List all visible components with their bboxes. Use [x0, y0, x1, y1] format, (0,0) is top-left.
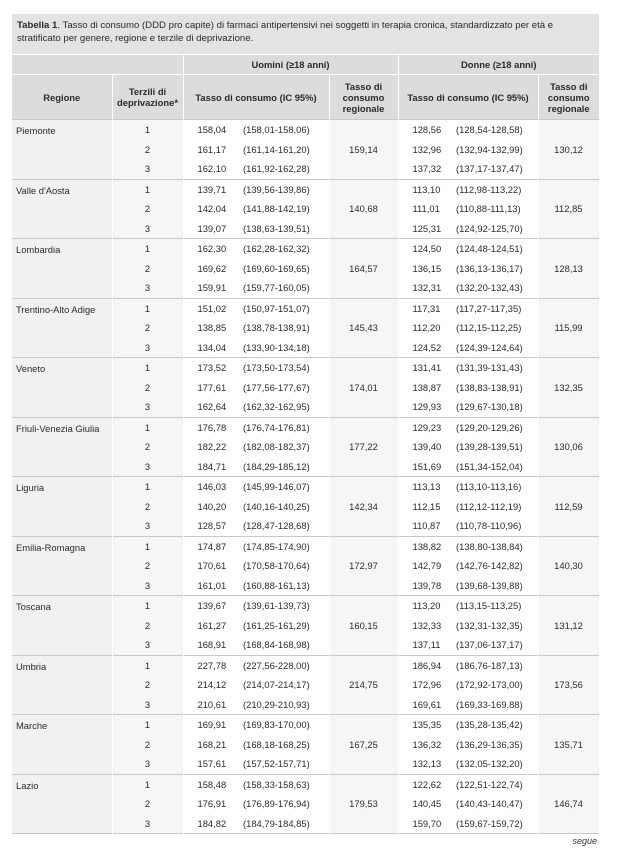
women-rate-cell: 111,01 [398, 199, 454, 219]
region-name: Lazio [12, 774, 112, 834]
men-rate-cell: 170,61 [183, 556, 241, 576]
tertile-cell: 2 [112, 616, 183, 636]
region-name: Umbria [12, 655, 112, 715]
tertile-cell: 1 [112, 239, 183, 259]
men-ci-cell: (173,50-173,54) [241, 358, 329, 378]
men-rate-cell: 138,85 [183, 318, 241, 338]
table-row [12, 477, 599, 497]
caption-text: . Tasso di consumo (DDD pro capite) di farmaci antipertensivi nei soggetti in terapia cronica, standardizzato per età e stratificato per genere, regione e terzile di deprivazione. [17, 20, 554, 44]
region-name: Piemonte [12, 120, 112, 180]
tertile-cell: 3 [112, 397, 183, 417]
women-rate-cell: 113,13 [398, 477, 454, 497]
tertile-cell: 1 [112, 774, 183, 794]
men-ci-cell: (184,29-185,12) [241, 457, 329, 477]
region-name: Trentino-Alto Adige [12, 298, 112, 358]
men-rate-cell: 158,48 [183, 774, 241, 794]
women-ci-cell: (132,31-132,35) [454, 616, 538, 636]
men-rate-cell: 134,04 [183, 338, 241, 358]
women-rate-cell: 137,11 [398, 635, 454, 655]
women-ci-cell: (129,20-129,26) [454, 417, 538, 437]
men-rate-cell: 139,71 [183, 179, 241, 199]
women-rate-cell: 159,70 [398, 814, 454, 834]
women-rate-cell: 139,40 [398, 437, 454, 457]
men-regional-rate: 214,75 [329, 655, 398, 715]
tertile-cell: 2 [112, 675, 183, 695]
men-rate-cell: 146,03 [183, 477, 241, 497]
women-ci-cell: (132,20-132,43) [454, 278, 538, 298]
women-ci-cell: (138,83-138,91) [454, 378, 538, 398]
women-rate-cell: 122,62 [398, 774, 454, 794]
women-regional-header: Tasso di consumo regionale [538, 75, 599, 120]
women-rate-cell: 113,20 [398, 596, 454, 616]
women-ci-cell: (138,80-138,84) [454, 536, 538, 556]
tertile-cell: 2 [112, 378, 183, 398]
region-name: Liguria [12, 477, 112, 537]
men-rate-cell: 210,61 [183, 695, 241, 715]
tertile-cell: 1 [112, 120, 183, 140]
men-group-header: Uomini (≥18 anni) [183, 55, 398, 75]
women-regional-rate: 112,59 [538, 477, 599, 537]
men-rate-cell: 161,01 [183, 576, 241, 596]
tertile-cell: 2 [112, 140, 183, 160]
women-rate-cell: 132,31 [398, 278, 454, 298]
men-ci-cell: (161,92-162,28) [241, 159, 329, 179]
men-ci-cell: (157,52-157,71) [241, 754, 329, 774]
women-ci-cell: (151,34-152,04) [454, 457, 538, 477]
women-rate-cell: 142,79 [398, 556, 454, 576]
women-ci-cell: (128,54-128,58) [454, 120, 538, 140]
men-ci-cell: (176,74-176,81) [241, 417, 329, 437]
tertile-cell: 1 [112, 417, 183, 437]
men-ci-cell: (141,88-142,19) [241, 199, 329, 219]
men-rate-cell: 162,10 [183, 159, 241, 179]
men-rate-cell: 174,87 [183, 536, 241, 556]
tertile-cell: 3 [112, 457, 183, 477]
women-rate-cell: 132,96 [398, 140, 454, 160]
men-rate-cell: 157,61 [183, 754, 241, 774]
table-caption [12, 14, 599, 54]
tertile-header: Terzili di deprivazione* [112, 75, 183, 120]
men-ci-cell: (162,28-162,32) [241, 239, 329, 259]
women-regional-rate: 135,71 [538, 715, 599, 775]
men-ci-cell: (128,47-128,68) [241, 516, 329, 536]
men-regional-rate: 177,22 [329, 417, 398, 477]
tertile-cell: 1 [112, 298, 183, 318]
women-regional-rate: 130,12 [538, 120, 599, 180]
tertile-cell: 2 [112, 318, 183, 338]
tertile-cell: 3 [112, 159, 183, 179]
tertile-cell: 2 [112, 556, 183, 576]
region-name: Lombardia [12, 239, 112, 299]
table-row [12, 596, 599, 616]
tertile-cell: 2 [112, 735, 183, 755]
women-ci-cell: (113,10-113,16) [454, 477, 538, 497]
women-rate-cell: 132,33 [398, 616, 454, 636]
men-ci-cell: (170,58-170,64) [241, 556, 329, 576]
men-ci-cell: (145,99-146,07) [241, 477, 329, 497]
women-rate-cell: 169,61 [398, 695, 454, 715]
men-ci-cell: (177,56-177,67) [241, 378, 329, 398]
women-ci-cell: (139,28-139,51) [454, 437, 538, 457]
men-rate-cell: 142,04 [183, 199, 241, 219]
women-rate-cell: 117,31 [398, 298, 454, 318]
women-rate-cell: 139,78 [398, 576, 454, 596]
region-name: Toscana [12, 596, 112, 656]
men-ci-cell: (150,97-151,07) [241, 298, 329, 318]
men-ci-cell: (169,60-169,65) [241, 259, 329, 279]
men-rate-cell: 139,67 [183, 596, 241, 616]
women-rate-cell: 112,20 [398, 318, 454, 338]
men-rate-cell: 162,30 [183, 239, 241, 259]
men-rate-cell: 182,22 [183, 437, 241, 457]
tertile-cell: 3 [112, 338, 183, 358]
men-rate-cell: 139,07 [183, 219, 241, 239]
women-ci-cell: (136,13-136,17) [454, 259, 538, 279]
women-rate-header: Tasso di consumo (IC 95%) [398, 75, 538, 120]
women-ci-cell: (110,88-111,13) [454, 199, 538, 219]
women-rate-cell: 128,56 [398, 120, 454, 140]
women-rate-cell: 124,52 [398, 338, 454, 358]
women-regional-rate: 115,99 [538, 298, 599, 358]
men-ci-cell: (138,63-139,51) [241, 219, 329, 239]
women-ci-cell: (186,76-187,13) [454, 655, 538, 675]
women-ci-cell: (137,17-137,47) [454, 159, 538, 179]
women-rate-cell: 129,23 [398, 417, 454, 437]
region-name: Friuli-Venezia Giulia [12, 417, 112, 477]
men-rate-cell: 169,62 [183, 259, 241, 279]
women-ci-cell: (142,76-142,82) [454, 556, 538, 576]
region-header: Regione [12, 75, 112, 120]
men-rate-cell: 161,17 [183, 140, 241, 160]
women-regional-rate: 173,56 [538, 655, 599, 715]
tertile-cell: 1 [112, 655, 183, 675]
men-rate-cell: 177,61 [183, 378, 241, 398]
women-rate-cell: 138,82 [398, 536, 454, 556]
men-rate-cell: 168,91 [183, 635, 241, 655]
women-regional-rate: 131,12 [538, 596, 599, 656]
women-ci-cell: (110,78-110,96) [454, 516, 538, 536]
women-regional-rate: 112,85 [538, 179, 599, 239]
tertile-cell: 2 [112, 794, 183, 814]
women-rate-cell: 136,15 [398, 259, 454, 279]
tertile-cell: 1 [112, 477, 183, 497]
women-regional-rate: 146,74 [538, 774, 599, 834]
men-ci-cell: (140,16-140,25) [241, 497, 329, 517]
women-ci-cell: (113,15-113,25) [454, 596, 538, 616]
women-rate-cell: 125,31 [398, 219, 454, 239]
men-ci-cell: (214,07-214,17) [241, 675, 329, 695]
women-rate-cell: 132,13 [398, 754, 454, 774]
women-rate-cell: 131,41 [398, 358, 454, 378]
women-ci-cell: (139,68-139,88) [454, 576, 538, 596]
men-ci-cell: (138,78-138,91) [241, 318, 329, 338]
men-ci-cell: (160,88-161,13) [241, 576, 329, 596]
table-row [12, 655, 599, 675]
women-ci-cell: (122,51-122,74) [454, 774, 538, 794]
table-row [12, 298, 599, 318]
women-ci-cell: (124,48-124,51) [454, 239, 538, 259]
women-ci-cell: (129,67-130,18) [454, 397, 538, 417]
men-rate-cell: 161,27 [183, 616, 241, 636]
women-rate-cell: 135,35 [398, 715, 454, 735]
women-ci-cell: (117,27-117,35) [454, 298, 538, 318]
men-ci-cell: (210,29-210,93) [241, 695, 329, 715]
men-rate-cell: 184,71 [183, 457, 241, 477]
women-regional-rate: 130,06 [538, 417, 599, 477]
men-rate-cell: 158,04 [183, 120, 241, 140]
men-rate-cell: 227,78 [183, 655, 241, 675]
women-ci-cell: (159,67-159,72) [454, 814, 538, 834]
men-regional-rate: 164,57 [329, 239, 398, 299]
table-row [12, 179, 599, 199]
region-name: Valle d'Aosta [12, 179, 112, 239]
men-rate-cell: 159,91 [183, 278, 241, 298]
men-ci-cell: (139,61-139,73) [241, 596, 329, 616]
men-rate-cell: 168,21 [183, 735, 241, 755]
caption-label: Tabella 1 [17, 20, 58, 31]
table-row [12, 774, 599, 794]
region-name: Emilia-Romagna [12, 536, 112, 596]
women-rate-cell: 112,15 [398, 497, 454, 517]
men-regional-rate: 167,25 [329, 715, 398, 775]
women-rate-cell: 129,93 [398, 397, 454, 417]
tertile-cell: 3 [112, 814, 183, 834]
men-rate-cell: 173,52 [183, 358, 241, 378]
women-rate-cell: 110,87 [398, 516, 454, 536]
tertile-cell: 1 [112, 358, 183, 378]
header-blank [12, 55, 183, 75]
continuation-note: segue [572, 836, 597, 846]
men-ci-cell: (133,90-134,18) [241, 338, 329, 358]
women-rate-cell: 172,96 [398, 675, 454, 695]
men-regional-rate: 179,53 [329, 774, 398, 834]
men-rate-cell: 151,02 [183, 298, 241, 318]
women-regional-rate: 132,35 [538, 358, 599, 418]
women-rate-cell: 124,50 [398, 239, 454, 259]
men-regional-header: Tasso di consumo regionale [329, 75, 398, 120]
women-ci-cell: (169,33-169,88) [454, 695, 538, 715]
tertile-cell: 3 [112, 516, 183, 536]
table-row [12, 120, 599, 140]
men-ci-cell: (184,79-184,85) [241, 814, 329, 834]
men-ci-cell: (159,77-160,05) [241, 278, 329, 298]
men-rate-cell: 162,64 [183, 397, 241, 417]
women-ci-cell: (137,06-137,17) [454, 635, 538, 655]
men-ci-cell: (182,08-182,37) [241, 437, 329, 457]
men-rate-cell: 128,57 [183, 516, 241, 536]
tertile-cell: 2 [112, 199, 183, 219]
table-row [12, 715, 599, 735]
women-ci-cell: (131,39-131,43) [454, 358, 538, 378]
men-ci-cell: (168,84-168,98) [241, 635, 329, 655]
women-ci-cell: (112,12-112,19) [454, 497, 538, 517]
tertile-cell: 3 [112, 754, 183, 774]
women-ci-cell: (112,15-112,25) [454, 318, 538, 338]
women-rate-cell: 138,87 [398, 378, 454, 398]
tertile-cell: 1 [112, 536, 183, 556]
women-rate-cell: 113,10 [398, 179, 454, 199]
men-ci-cell: (161,25-161,29) [241, 616, 329, 636]
men-regional-rate: 174,01 [329, 358, 398, 418]
women-group-header: Donne (≥18 anni) [398, 55, 599, 75]
tertile-cell: 2 [112, 259, 183, 279]
men-rate-cell: 169,91 [183, 715, 241, 735]
men-ci-cell: (169,83-170,00) [241, 715, 329, 735]
men-regional-rate: 145,43 [329, 298, 398, 358]
men-ci-cell: (227,56-228,00) [241, 655, 329, 675]
region-name: Veneto [12, 358, 112, 418]
men-ci-cell: (174,85-174,90) [241, 536, 329, 556]
men-rate-cell: 176,78 [183, 417, 241, 437]
tertile-cell: 1 [112, 715, 183, 735]
women-rate-cell: 137,32 [398, 159, 454, 179]
table-body [12, 120, 599, 834]
table-row [12, 358, 599, 378]
men-ci-cell: (158,01-158,06) [241, 120, 329, 140]
women-rate-cell: 151,69 [398, 457, 454, 477]
women-rate-cell: 140,45 [398, 794, 454, 814]
men-rate-cell: 184,82 [183, 814, 241, 834]
tertile-cell: 3 [112, 695, 183, 715]
tertile-cell: 2 [112, 497, 183, 517]
women-ci-cell: (124,92-125,70) [454, 219, 538, 239]
table-row [12, 239, 599, 259]
men-regional-rate: 159,14 [329, 120, 398, 180]
women-ci-cell: (140,43-140,47) [454, 794, 538, 814]
consumption-table [12, 55, 600, 834]
men-rate-header: Tasso di consumo (IC 95%) [183, 75, 329, 120]
men-rate-cell: 176,91 [183, 794, 241, 814]
men-regional-rate: 172,97 [329, 536, 398, 596]
women-ci-cell: (132,05-132,20) [454, 754, 538, 774]
men-ci-cell: (168,18-168,25) [241, 735, 329, 755]
tertile-cell: 3 [112, 278, 183, 298]
men-regional-rate: 142,34 [329, 477, 398, 537]
women-rate-cell: 136,32 [398, 735, 454, 755]
women-ci-cell: (132,94-132,99) [454, 140, 538, 160]
women-ci-cell: (135,28-135,42) [454, 715, 538, 735]
men-rate-cell: 140,20 [183, 497, 241, 517]
tertile-cell: 3 [112, 576, 183, 596]
tertile-cell: 2 [112, 437, 183, 457]
table-row [12, 536, 599, 556]
region-name: Marche [12, 715, 112, 775]
women-regional-rate: 140,30 [538, 536, 599, 596]
table-row [12, 417, 599, 437]
men-ci-cell: (158,33-158,63) [241, 774, 329, 794]
women-rate-cell: 186,94 [398, 655, 454, 675]
men-regional-rate: 160,15 [329, 596, 398, 656]
men-ci-cell: (176,89-176,94) [241, 794, 329, 814]
tertile-cell: 3 [112, 219, 183, 239]
men-rate-cell: 214,12 [183, 675, 241, 695]
men-regional-rate: 140,68 [329, 179, 398, 239]
men-ci-cell: (139,56-139,86) [241, 179, 329, 199]
women-ci-cell: (112,98-113,22) [454, 179, 538, 199]
men-ci-cell: (162,32-162,95) [241, 397, 329, 417]
women-ci-cell: (136,29-136,35) [454, 735, 538, 755]
tertile-cell: 1 [112, 179, 183, 199]
tertile-cell: 1 [112, 596, 183, 616]
women-ci-cell: (172,92-173,00) [454, 675, 538, 695]
tertile-cell: 3 [112, 635, 183, 655]
women-regional-rate: 128,13 [538, 239, 599, 299]
women-ci-cell: (124,39-124,64) [454, 338, 538, 358]
men-ci-cell: (161,14-161,20) [241, 140, 329, 160]
